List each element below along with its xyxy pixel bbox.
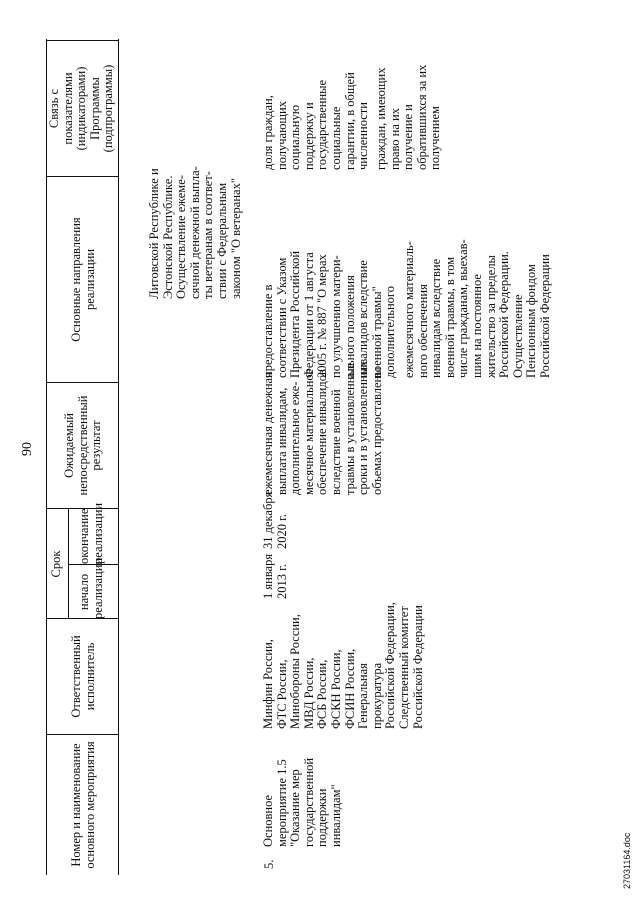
row-directions-part1: предоставление в соответствии с Указом Президента Российской Федерации от 1 августа 2005 г. № 887 "О мерах по улучшению матери- ального положения инвалидов вследствие военной травмы" дополнительного <box>261 250 398 378</box>
header-executor: Ответственный исполнитель <box>69 635 97 718</box>
row-end-date: 31 декабря 2020 г. <box>261 491 289 549</box>
header-term: Срок <box>49 550 63 578</box>
file-label: 27031164.doc <box>622 832 632 889</box>
header-end: окончание реализации <box>77 502 105 564</box>
row-number: 5. <box>262 859 276 869</box>
header-start: начало реализации <box>77 557 105 619</box>
row-directions-part2: ежемесячного материаль- ного обеспечения инвалидам вследствие военной травмы, в том числе гражданам, выехав- шим на постоянное жительство за пределы Российской Федерации. Осуществление Пенсионным фондом Российской Федерации <box>402 239 552 378</box>
header-result: Ожидаемый непосредственный результат <box>62 395 104 496</box>
continuation-directions: Литовской Республике и Эстонской Республике. Осуществление ежеме- сячной денежной выпла- ты ветеранам в соответ- ствии с Федеральным законом "О ветеранах" <box>147 166 243 299</box>
header-link: Связь с показателями (индикаторами) Программы (подпрограммы) <box>47 64 116 153</box>
row-link-part1: доля граждан, получающих социальную поддержку и государственные социальные гарантии, в общей численности <box>261 72 371 170</box>
row-start-date: 1 января 2013 г. <box>261 553 289 599</box>
row-result: ежемесячная денежная выплата инвалидам, дополнительное еже- месячное материальное обеспечение инвалидов вследствие военной травмы в установленные сроки и в установленных объемах предоставлены <box>261 360 384 495</box>
header-directions: Основные направления реализации <box>69 217 97 342</box>
header-bottom-border <box>118 39 119 875</box>
row-name: Основное мероприятие 1.5 "Оказание мер государственной поддержки инвалидам" <box>261 757 343 847</box>
page-number: 90 <box>20 442 35 456</box>
table-top-border <box>46 39 47 875</box>
header-number-name: Номер и наименование основного мероприятия <box>69 741 97 869</box>
row-executor: Минфин России, ФТС России, Минобороны России, МВД России, ФСБ России, ФСКН России, ФСИН России, Генеральная прокуратура Российской Федерации, Следственный комитет Российской Федерации <box>261 602 425 729</box>
row-link-part2: граждан, имеющих право на их получение и обратившихся за их получением <box>374 64 443 170</box>
